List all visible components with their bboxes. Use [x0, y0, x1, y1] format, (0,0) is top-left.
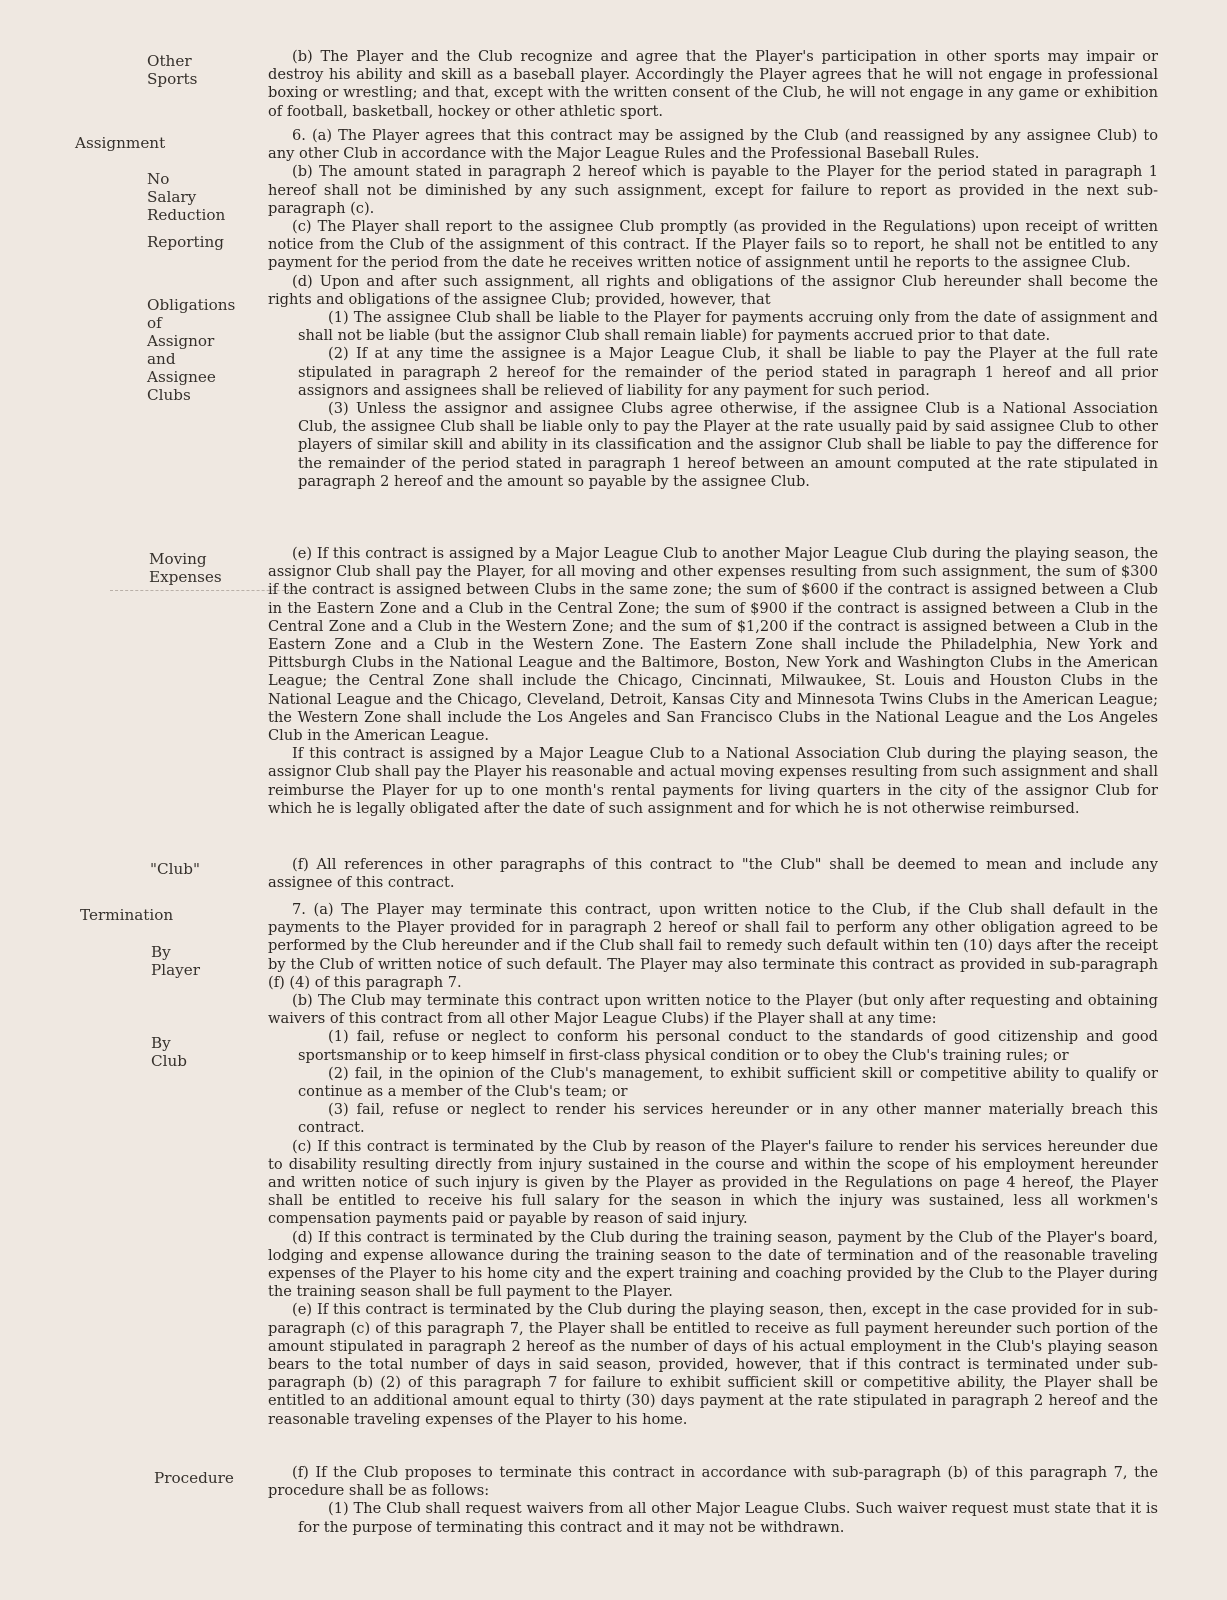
paragraph-6d1: (1) The assignee Club shall be liable to the Player for payments accruing only from the date of assignment and shall not be liable (but the assignor Club shall remain liable) for payments accrued prior to that date.	[298, 309, 1158, 345]
paragraph-7b2: (2) fail, in the opinion of the Club's management, to exhibit sufficient skill or competitive ability to qualify or continue as a member of the Club's team; or	[298, 1064, 1158, 1101]
section-termination	[268, 901, 1158, 1429]
margin-label-obligations: Obligations of Assignor and Assignee Clubs	[147, 296, 236, 404]
margin-label-by-player: By Player	[151, 943, 200, 979]
paragraph-6b: (b) The amount stated in paragraph 2 hereof which is payable to the Player for the period stated in paragraph 1 hereof shall not be diminished by any such assignment, except for failure to report as provided in the next sub-paragraph (c).	[268, 163, 1158, 217]
margin-label-reporting: Reporting	[147, 233, 225, 251]
paragraph-6d3: (3) Unless the assignor and assignee Clubs agree otherwise, if the assignee Club is a National Association Club, the assignee Club shall be liable only to pay the Player at the rate usually paid by said assignee Club to other players of similar skill and ability in its classification and the assignor Club shall be liable to pay the difference for the remainder of the period stated in paragraph 1 hereof between an amount computed at the rate stipulated in paragraph 2 hereof and the amount so payable by the assignee Club.	[298, 400, 1158, 490]
paragraph-6e: (e) If this contract is assigned by a Major League Club to another Major League Club during the playing season, the assignor Club shall pay the Player, for all moving and other expenses resulting from such assignment, the sum of $300 if the contract is assigned between Clubs in the same zone; the sum of $600 if the contract is assigned between a Club in the Eastern Zone and a Club in the Central Zone; the sum of $900 if the contract is assigned between a Club in the Central Zone and a Club in the Western Zone; and the sum of $1,200 if the contract is assigned between a Club in the Eastern Zone and a Club in the Western Zone. The Eastern Zone shall include the Philadelphia, New York and Pittsburgh Clubs in the National League and the Baltimore, Boston, New York and Washington Clubs in the American League; the Central Zone shall include the Chicago, Cincinnati, Milwaukee, St. Louis and Houston Clubs in the National League and the Chicago, Cleveland, Detroit, Kansas City and Minnesota Twins Clubs in the American League; the Western Zone shall include the Los Angeles and San Francisco Clubs in the National League and the Los Angeles Club in the American League.	[268, 545, 1158, 745]
paragraph-6c: (c) The Player shall report to the assignee Club promptly (as provided in the Regulations) upon receipt of written notice from the Club of the assignment of this contract. If the Player fails so to report, he shall not be entitled to any payment for the period from the date he receives written notice of assignment until he reports to the assignee Club.	[268, 218, 1158, 272]
paragraph-5b: (b) The Player and the Club recognize and agree that the Player's participation in other sports may impair or destroy his ability and skill as a baseball player. Accordingly the Player agrees that he will not engage in professional boxing or wrestling; and that, except with the written consent of the Club, he will not engage in any game or exhibition of football, basketball, hockey or other athletic sport.	[268, 48, 1158, 120]
paragraph-7a: 7. (a) The Player may terminate this contract, upon written notice to the Club, if the Club shall default in the payments to the Player provided for in paragraph 2 hereof or shall fail to perform any other obligation agreed to be performed by the Club hereunder and if the Club shall fail to remedy such default within ten (10) days after the receipt by the Club of written notice of such default. The Player may also terminate this contract as provided in sub-paragraph (f) (4) of this paragraph 7.	[268, 901, 1158, 991]
section-procedure	[268, 1464, 1158, 1537]
margin-label-by-club: By Club	[151, 1034, 187, 1070]
paragraph-7b: (b) The Club may terminate this contract upon written notice to the Player (but only after requesting and obtaining waivers of this contract from all other Major League Clubs) if the Player shall at any time:	[268, 992, 1158, 1028]
paragraph-6d: (d) Upon and after such assignment, all rights and obligations of the assignor Club hereunder shall become the rights and obligations of the assignee Club; provided, however, that	[268, 272, 1158, 308]
paragraph-7f: (f) If the Club proposes to terminate this contract in accordance with sub-paragraph (b) of this paragraph 7, the procedure shall be as follows:	[268, 1464, 1158, 1500]
section-other-sports	[268, 48, 1158, 121]
paragraph-6e-national-association: If this contract is assigned by a Major League Club to a National Association Club during the playing season, the assignor Club shall pay the Player his reasonable and actual moving expenses resulting from such assignment and shall reimburse the Player for up to one month's rental payments for living quarters in the city of the assignor Club for which he is legally obligated after the date of such assignment and for which he is not otherwise reimbursed.	[268, 745, 1158, 817]
paragraph-6f: (f) All references in other paragraphs of this contract to "the Club" shall be deemed to mean and include any assignee of this contract.	[268, 856, 1158, 892]
margin-label-no-salary-reduction: No Salary Reduction	[147, 170, 226, 224]
section-club-definition	[268, 856, 1158, 892]
margin-label-assignment: Assignment	[75, 134, 166, 152]
paragraph-7b3: (3) fail, refuse or neglect to render his services hereunder or in any other manner materially breach this contract.	[298, 1101, 1158, 1137]
margin-label-club: "Club"	[150, 860, 200, 878]
paragraph-6d2: (2) If at any time the assignee is a Major League Club, it shall be liable to pay the Player at the full rate stipulated in paragraph 2 hereof for the remainder of the period stated in paragraph 1 hereof and all prior assignors and assignees shall be relieved of liability for any payment for such period.	[298, 345, 1158, 399]
paragraph-6a: 6. (a) The Player agrees that this contract may be assigned by the Club (and reassigned by any assignee Club) to any other Club in accordance with the Major League Rules and the Professional Baseball Rules.	[268, 127, 1158, 163]
margin-label-other-sports: Other Sports	[147, 52, 198, 88]
section-assignment	[268, 127, 1158, 491]
margin-label-procedure: Procedure	[154, 1469, 234, 1487]
paragraph-7d: (d) If this contract is terminated by the Club during the training season, payment by the Club of the Player's board, lodging and expense allowance during the training season to the date of termination and of the reasonable traveling expenses of the Player to his home city and the expert training and coaching provided by the Club to the Player during the training season shall be full payment to the Player.	[268, 1228, 1158, 1301]
paragraph-7c: (c) If this contract is terminated by the Club by reason of the Player's failure to render his services hereunder due to disability resulting directly from injury sustained in the course and within the scope of his employment hereunder and written notice of such injury is given by the Player as provided in the Regulations on page 4 hereof, the Player shall be entitled to receive his full salary for the season in which the injury was sustained, less all workmen's compensation payments paid or payable by reason of said injury.	[268, 1137, 1158, 1228]
margin-label-moving-expenses: Moving Expenses	[149, 550, 222, 586]
margin-label-termination: Termination	[80, 906, 174, 924]
paragraph-7b1: (1) fail, refuse or neglect to conform his personal conduct to the standards of good citizenship and good sportsmanship or to keep himself in first-class physical condition or to obey the Club's training rules; or	[298, 1028, 1158, 1064]
paragraph-7f1: (1) The Club shall request waivers from all other Major League Clubs. Such waiver request must state that it is for the purpose of terminating this contract and it may not be withdrawn.	[298, 1500, 1158, 1536]
paragraph-7e: (e) If this contract is terminated by the Club during the playing season, then, except in the case provided for in sub-paragraph (c) of this paragraph 7, the Player shall be entitled to receive as full payment hereunder such portion of the amount stipulated in paragraph 2 hereof as the number of days of his actual employment in the Club's playing season bears to the total number of days in said season, provided, however, that if this contract is terminated under sub-paragraph (b) (2) of this paragraph 7 for failure to exhibit sufficient skill or competitive ability, the Player shall be entitled to an additional amount equal to thirty (30) days payment at the rate stipulated in paragraph 2 hereof and the reasonable traveling expenses of the Player to his home.	[268, 1301, 1158, 1428]
section-moving-expenses	[268, 545, 1158, 818]
